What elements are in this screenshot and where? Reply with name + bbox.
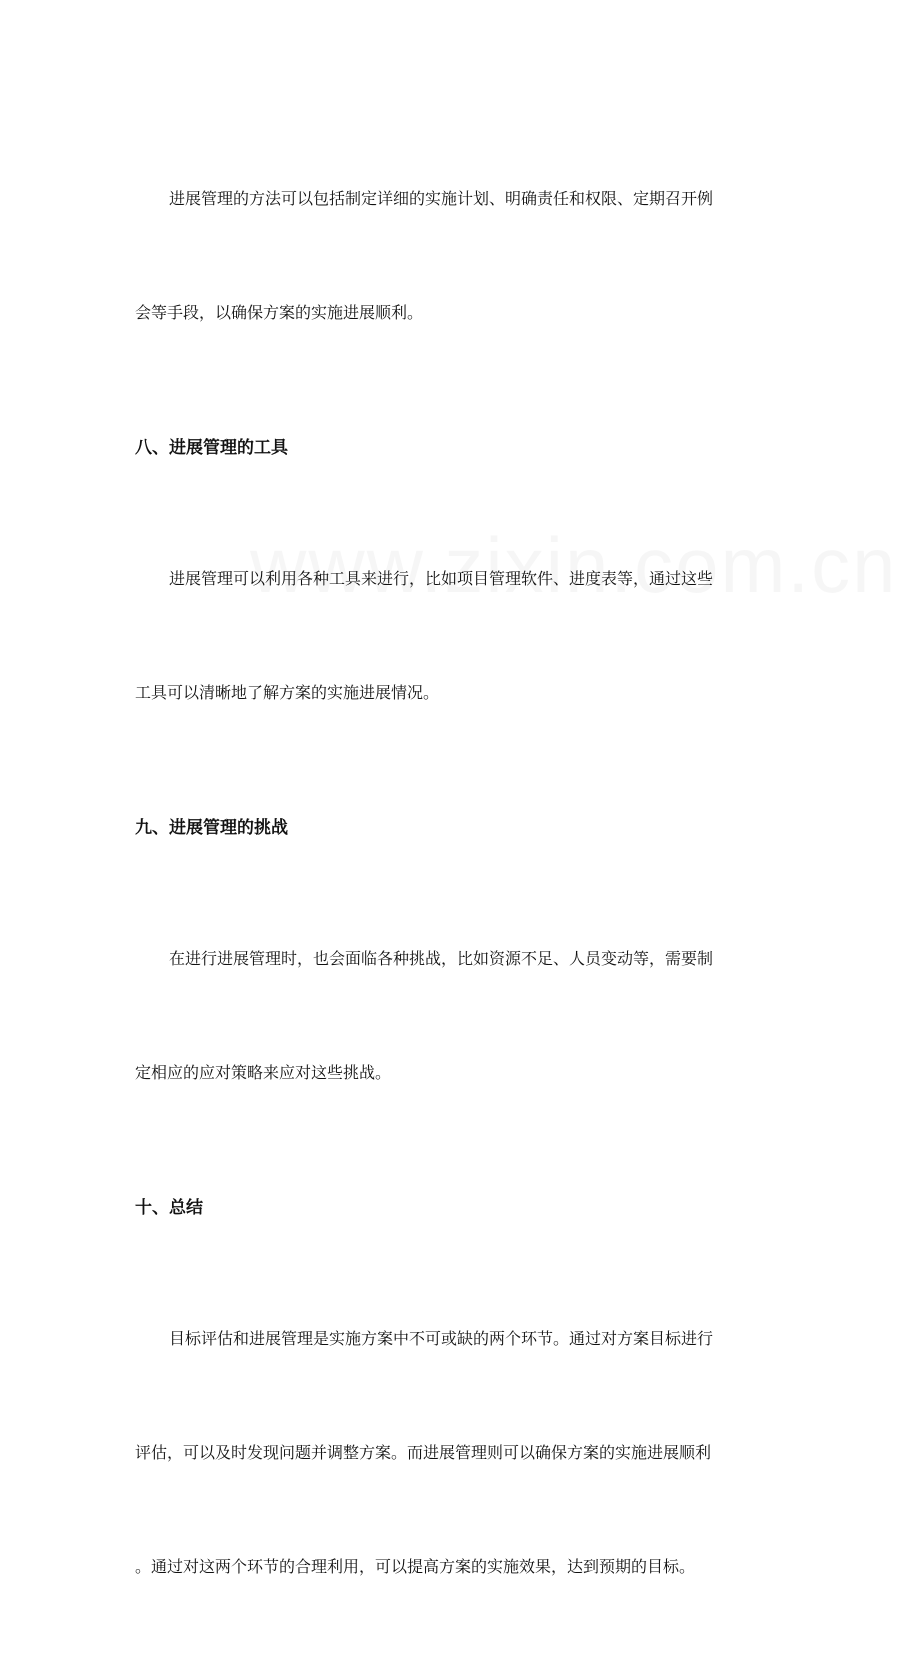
- paragraph-progress-challenges: [135, 864, 790, 1168]
- section-heading-tools: 八、进展管理的工具: [135, 438, 288, 458]
- paragraph-line: 在进行进展管理时，也会面临各种挑战，比如资源不足、人员变动等，需要制: [169, 949, 714, 968]
- paragraph-progress-tools: [135, 484, 790, 788]
- paragraph-line: 定相应的应对策略来应对这些挑战。: [135, 1063, 392, 1082]
- document-body: [135, 104, 790, 1662]
- paragraph-line: 。通过对这两个环节的合理利用，可以提高方案的实施效果，达到预期的目标。: [135, 1557, 696, 1576]
- paragraph-line: 会等手段，以确保方案的实施进展顺利。: [135, 303, 424, 322]
- paragraph-line: 进展管理的方法可以包括制定详细的实施计划、明确责任和权限、定期召开例: [169, 189, 714, 208]
- paragraph-line: 目标评估和进展管理是实施方案中不可或缺的两个环节。通过对方案目标进行: [169, 1329, 714, 1348]
- paragraph-summary: [135, 1244, 790, 1662]
- paragraph-line: 工具可以清晰地了解方案的实施进展情况。: [135, 683, 440, 702]
- paragraph-progress-methods: [135, 104, 790, 408]
- section-heading-summary: 十、总结: [135, 1198, 203, 1218]
- paragraph-line: 评估，可以及时发现问题并调整方案。而进展管理则可以确保方案的实施进展顺利: [135, 1443, 712, 1462]
- paragraph-line: 进展管理可以利用各种工具来进行，比如项目管理软件、进度表等，通过这些: [169, 569, 714, 588]
- section-heading-challenges: 九、进展管理的挑战: [135, 818, 288, 838]
